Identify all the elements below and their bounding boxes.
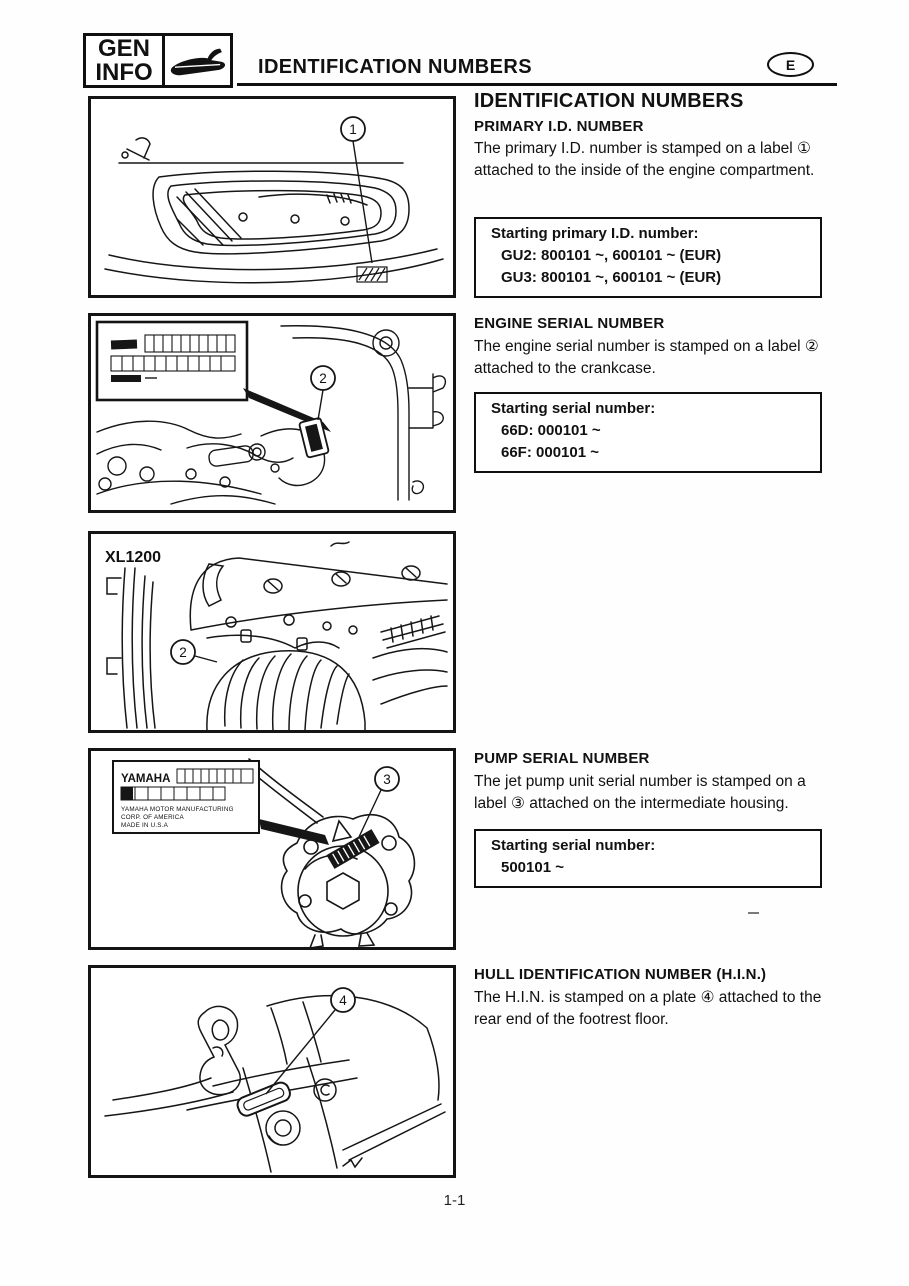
spec-box-primary-id [474,217,822,298]
figure-engine-serial-label [88,313,456,513]
chapter-tab [83,33,233,88]
xl1200-drawing [91,534,453,730]
body-primary-id: The primary I.D. number is stamped on a label ① attached to the inside of the engine compartment. [474,140,815,179]
callout-2 [311,366,335,420]
heading-engine-serial: ENGINE SERIAL NUMBER [474,315,665,332]
model-label: XL1200 [105,549,162,566]
crankcase-label-mark [299,418,329,458]
spec-box-title: Starting serial number: [491,400,656,417]
heading-primary-id: PRIMARY I.D. NUMBER [474,118,644,135]
figure-engine-compartment [88,96,456,298]
callout-1 [341,117,372,263]
chapter-tab-line2: INFO [95,58,153,86]
callout-2-number: 2 [319,371,327,386]
engine-compartment-drawing [91,99,453,295]
label-line3: MADE IN U.S.A [121,822,169,829]
heading-pump-serial: PUMP SERIAL NUMBER [474,750,650,767]
xl1200-line-art [107,542,447,730]
callout-2b [171,640,217,664]
spec-line: GU2: 800101 ~, 600101 ~ (EUR) [501,247,722,264]
language-badge: E [767,52,814,77]
jetski-icon [165,36,230,85]
spec-line: 66F: 000101 ~ [501,444,599,461]
hull-rear-drawing [91,968,453,1175]
figure-xl1200-engine [88,531,456,733]
spec-line: 66D: 000101 ~ [501,422,601,439]
chapter-tab-text [86,36,165,85]
spec-box-title: Starting serial number: [491,837,656,854]
body-pump-serial: The jet pump unit serial number is stamped on a label ③ attached on the intermediate housing. [474,773,806,812]
spec-box-pump-serial [474,829,822,888]
spec-box-engine-serial [474,392,822,473]
spec-line: GU3: 800101 ~, 600101 ~ (EUR) [501,269,722,286]
section-main-title: IDENTIFICATION NUMBERS [474,90,744,112]
label-brand: YAMAHA [121,773,171,785]
figure-hull-rear [88,965,456,1178]
spec-line: 500101 ~ [501,859,564,876]
callout-4-number: 4 [339,993,347,1008]
figure-jet-pump [88,748,456,950]
header-rule [237,83,837,86]
spec-box-title: Starting primary I.D. number: [491,225,699,242]
callout-3-number: 3 [383,772,391,787]
hatch-line-art [105,138,443,283]
callout-1-number: 1 [349,122,357,137]
engine-serial-drawing [91,316,453,510]
callout-4 [266,988,355,1094]
hin-plate-mark [235,1080,292,1118]
body-engine-serial: The engine serial number is stamped on a label ② attached to the crankcase. [474,338,819,377]
callout-2b-number: 2 [179,645,187,660]
callout-3 [359,767,399,837]
heading-hin: HULL IDENTIFICATION NUMBER (H.I.N.) [474,966,767,983]
page-number: 1-1 [443,1192,466,1209]
label-inset [113,761,329,845]
label-line1: YAMAHA MOTOR MANUFACTURING [121,806,234,813]
scan-artifact-dash [748,912,759,914]
page-title: IDENTIFICATION NUMBERS [258,56,532,78]
jet-pump-drawing [91,751,453,947]
body-hin: The H.I.N. is stamped on a plate ④ attached to the rear end of the footrest floor. [474,989,822,1028]
label-line2: CORP. OF AMERICA [121,814,184,821]
chapter-tab-line1: GEN [97,34,150,62]
jetski-icon-svg [167,41,229,81]
